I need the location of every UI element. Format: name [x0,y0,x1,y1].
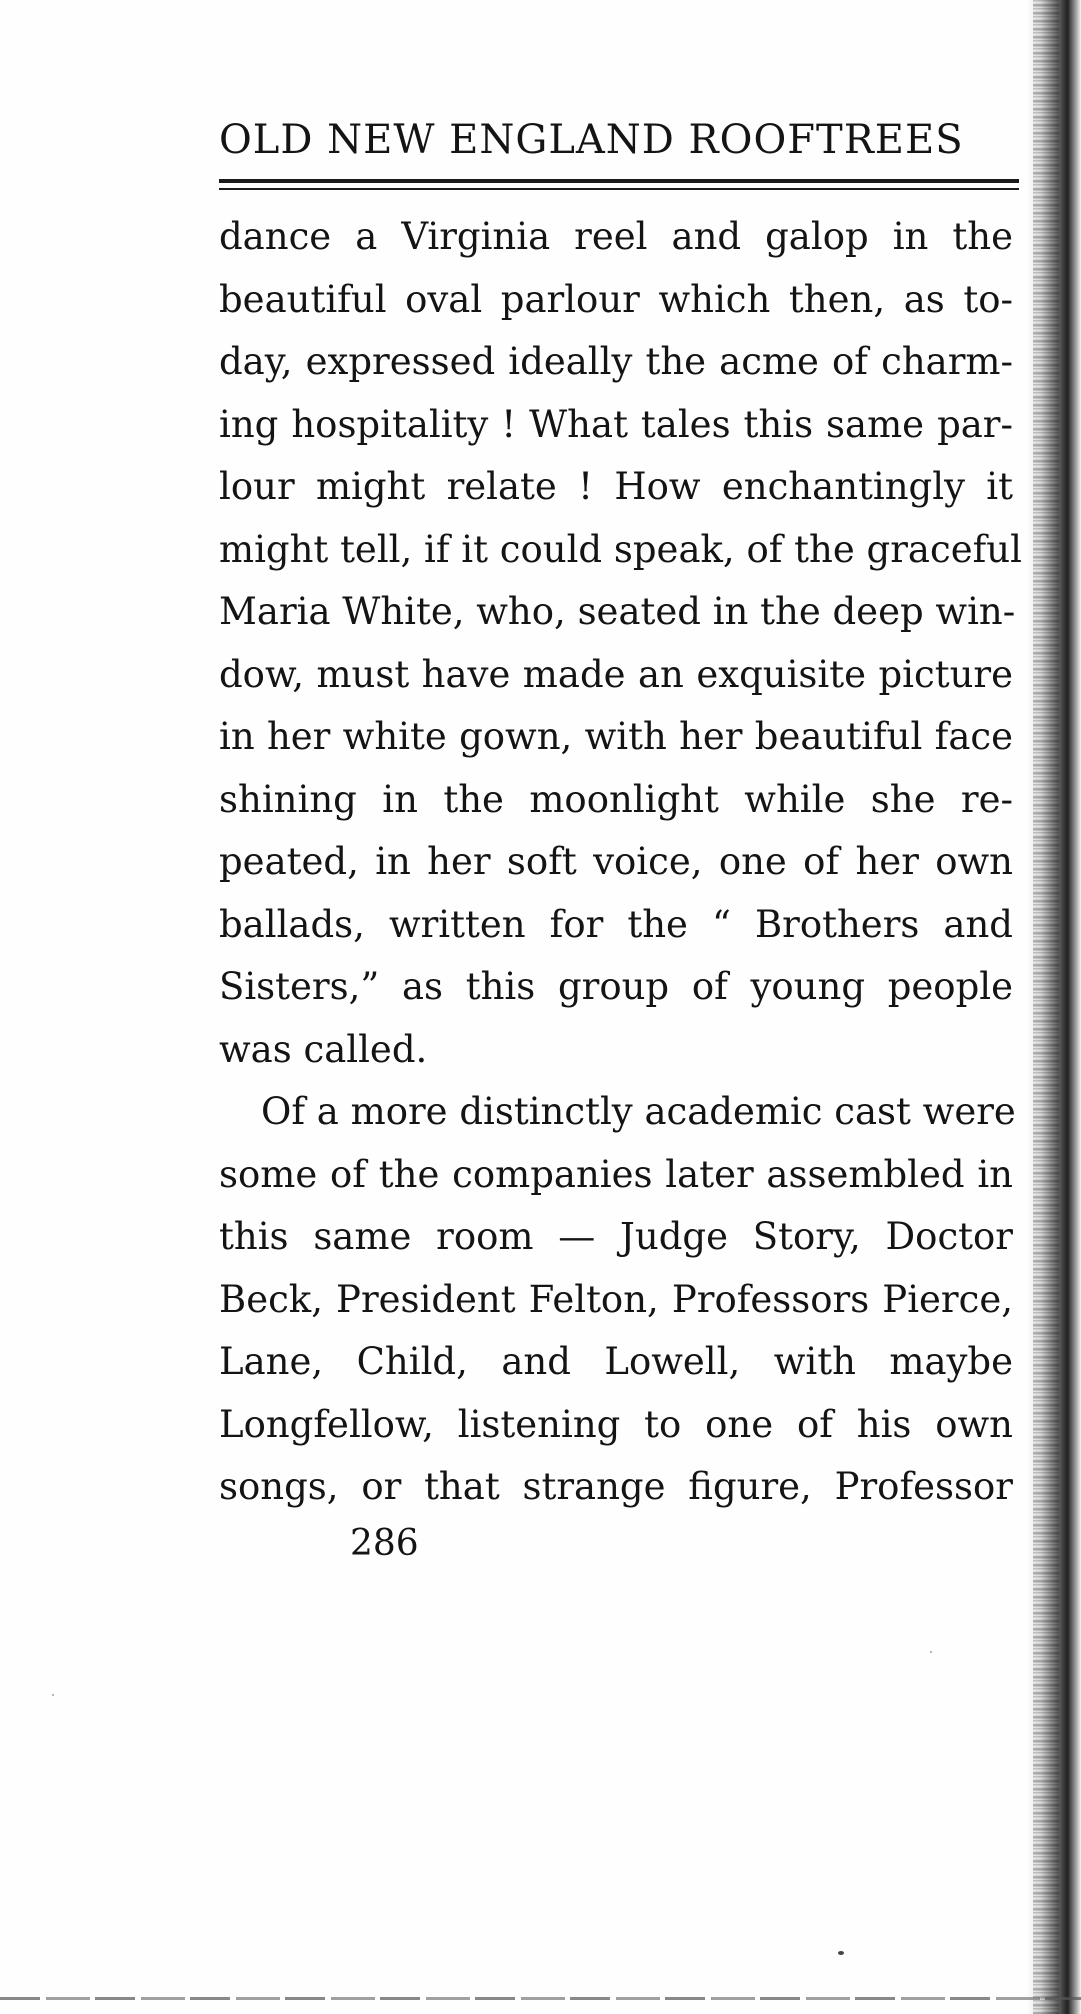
text-line: in her white gown, with her beautiful face [219,715,1013,758]
text-line: was called. [219,1027,428,1071]
text-line: ing hospitality ! What tales this same par- [219,402,1013,446]
text-line: might tell, if it could speak, of the graceful [219,527,1022,571]
header-rule-thick [219,179,1019,183]
text-line: Beck, President Felton, Professors Pierce, [219,1277,1013,1321]
text-line: some of the companies later assembled in [219,1152,1013,1196]
text-line: shining in the moonlight while she re- [219,777,1013,821]
page-bottom-edge [0,1997,1081,2000]
text-line: this same room — Judge Story, Doctor [219,1215,1013,1258]
paragraph-1 [219,206,1022,1081]
text-line: Maria White, who, seated in the deep win- [219,590,1016,633]
text-line: Longfellow, listening to one of his own [219,1402,1013,1446]
text-line: day, expressed ideally the acme of charm- [219,340,1013,383]
text-line: beautiful oval parlour which then, as to- [219,277,1013,321]
text-line: Sisters,” as this group of young people [219,965,1013,1008]
ink-speck [838,1951,844,1955]
book-binding-shadow [1027,0,1081,2014]
paragraph-2 [219,1081,1016,1519]
text-line: ballads, written for the “ Brothers and [219,902,1013,946]
text-line: dance a Virginia reel and galop in the [219,215,1013,258]
page-number: 286 [350,1523,419,1564]
ink-speck [930,1651,932,1653]
text-line: songs, or that strange figure, Professor [219,1465,1013,1508]
text-line: dow, must have made an exquisite picture [219,652,1013,696]
text-line: Of a more distinctly academic cast were [261,1090,1016,1133]
text-line: Lane, Child, and Lowell, with maybe [219,1340,1013,1383]
running-head: OLD NEW ENGLAND ROOFTREES [219,117,964,163]
text-line: peated, in her soft voice, one of her own [219,840,1013,883]
body-text [219,206,1022,1519]
text-line: lour might relate ! How enchantingly it [219,465,1013,508]
ink-speck [52,1694,54,1696]
header-rule-thin [219,188,1019,190]
